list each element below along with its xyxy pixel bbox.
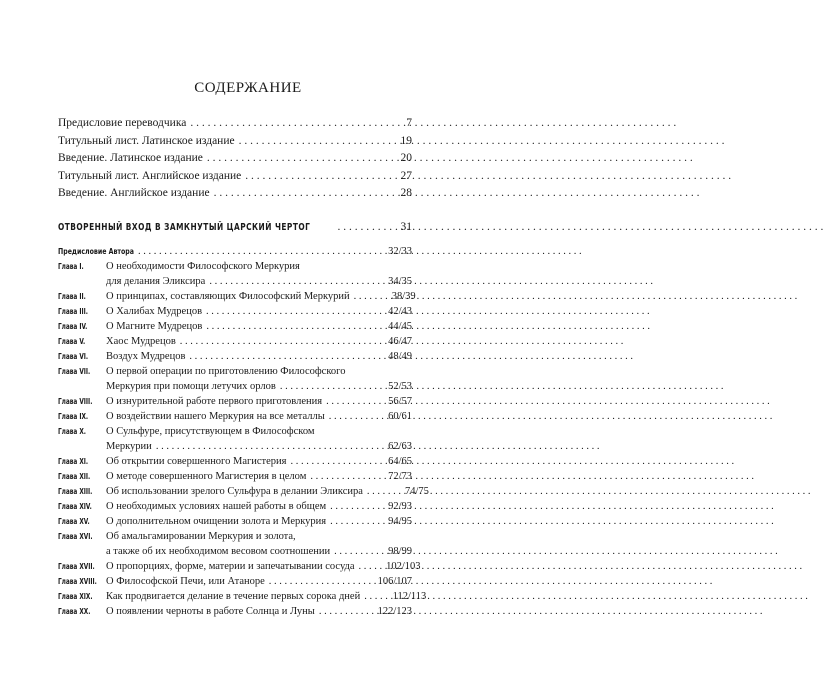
chapter-number: Глава V. — [58, 337, 86, 346]
toc-entry-label: Введение. Латинское издание — [58, 152, 203, 164]
preface-entry — [58, 244, 412, 259]
chapter-page: 60/61 — [388, 411, 412, 422]
toc-entry-page: 28 — [400, 187, 412, 199]
chapter-title-line: О появлении черноты в работе Солнца и Луны — [106, 606, 315, 617]
section-heading — [58, 221, 412, 233]
chapter-page: 106/107 — [377, 576, 412, 587]
chapter-number: Глава II. — [58, 292, 86, 301]
chapter-entry — [58, 454, 412, 469]
chapter-number: Глава VIII. — [58, 397, 93, 406]
chapter-title-line: Меркурия при помощи летучих орлов — [106, 381, 276, 392]
chapter-title-line: Воздух Мудрецов — [106, 351, 186, 362]
toc-entry-page: 20 — [400, 152, 412, 164]
leader-dots — [330, 499, 358, 514]
chapter-number: Глава XX. — [58, 607, 91, 616]
leader-dots — [209, 274, 358, 289]
chapter-number: Глава VI. — [58, 352, 89, 361]
toc-entry — [58, 117, 412, 135]
chapter-entry — [58, 469, 412, 484]
chapter-entry — [58, 499, 412, 514]
front-matter-list — [58, 117, 412, 205]
toc-entry-label: Титульный лист. Латинское издание — [58, 134, 235, 147]
leader-dots — [326, 394, 358, 409]
toc-entry — [58, 135, 412, 153]
chapter-page: 92/93 — [388, 501, 412, 512]
chapter-entry — [58, 289, 416, 304]
leader-dots — [330, 514, 358, 529]
chapter-title-line: О Сульфуре, присутствующем в Философском — [106, 426, 315, 437]
chapter-number: Глава X. — [58, 427, 86, 436]
leader-dots — [319, 604, 358, 619]
chapter-page: 38/39 — [391, 291, 416, 302]
chapter-page: 102/103 — [386, 561, 421, 572]
chapter-page: 42/43 — [388, 306, 412, 317]
chapter-title-line: для делания Эликсира — [106, 276, 206, 287]
chapter-page: 64/65 — [388, 456, 412, 467]
leader-dots — [354, 289, 362, 304]
chapter-list — [58, 244, 429, 619]
chapter-title-line: О дополнительном очищении золота и Меркурия — [106, 516, 327, 527]
leader-dots — [206, 319, 358, 334]
chapter-number: Глава XV. — [58, 517, 90, 526]
chapter-page: 94/95 — [388, 516, 412, 527]
chapter-title-line: Об использовании зрелого Сульфура в делании Эликсира — [106, 486, 363, 497]
chapter-number: Глава XVIII. — [58, 577, 97, 586]
leader-dots — [207, 152, 372, 164]
chapter-title-line: О воздействии нашего Меркурия на все металлы — [106, 411, 325, 422]
leader-dots — [190, 117, 372, 129]
chapter-entry — [58, 364, 412, 394]
chapter-entry — [58, 409, 412, 424]
chapter-title-line: Как продвигается делание в течение первых сорока дней — [106, 591, 361, 602]
chapter-title-line: О изнурительной работе первого приготовления — [106, 396, 323, 407]
chapter-title-line: О принципах, составляющих Философский Меркурий — [106, 291, 350, 302]
chapter-entry — [58, 304, 412, 319]
chapter-title-line: О необходимости Философского Меркурия — [106, 261, 300, 272]
chapter-entry — [58, 334, 412, 349]
chapter-title-line: Об открытии совершенного Магистерия — [106, 456, 287, 467]
chapter-page: 44/45 — [388, 321, 412, 332]
chapter-title-line: Меркурии — [106, 441, 152, 452]
chapter-title-line: О методе совершенного Магистерия в целом — [106, 471, 307, 482]
chapter-number: Глава XI. — [58, 457, 89, 466]
chapter-title-line: О Магните Мудрецов — [106, 321, 203, 332]
chapter-entry — [58, 349, 412, 364]
chapter-page: 34/35 — [388, 276, 412, 287]
leader-dots — [310, 469, 358, 484]
leader-dots — [329, 409, 358, 424]
leader-dots — [280, 379, 358, 394]
chapter-entry — [58, 259, 412, 289]
chapter-number: Глава IX. — [58, 412, 89, 421]
leader-dots — [180, 334, 358, 349]
leader-dots — [189, 349, 358, 364]
toc-entry-label: Титульный лист. Английское издание — [58, 169, 242, 182]
chapter-number: Глава III. — [58, 307, 88, 316]
preface-label: Предисловие Автора — [58, 247, 134, 256]
chapter-page: 122/123 — [377, 606, 412, 617]
leader-dots — [214, 187, 372, 199]
chapter-page: 48/49 — [388, 351, 412, 362]
page-title: СОДЕРЖАНИЕ — [194, 80, 302, 96]
chapter-title-line: О необходимых условиях нашей работы в общем — [106, 501, 327, 512]
chapter-number: Глава XIII. — [58, 487, 93, 496]
chapter-page: 46/47 — [388, 336, 412, 347]
chapter-entry — [58, 589, 427, 604]
leader-dots — [359, 559, 367, 574]
toc-entry-page: 27 — [400, 169, 412, 182]
toc-entry-page: 19 — [400, 134, 412, 147]
leader-dots — [291, 454, 358, 469]
section-page: 31 — [400, 221, 412, 233]
chapter-page: 62/63 — [388, 441, 412, 452]
leader-dots — [206, 304, 358, 319]
chapter-page: 98/99 — [388, 546, 412, 557]
chapter-title-line: О пропорциях, форме, материи и запечатывании сосуда — [106, 561, 355, 572]
leader-dots — [337, 221, 372, 233]
chapter-title-line: О Халибах Мудрецов — [106, 306, 203, 317]
chapter-entry — [58, 604, 412, 619]
section-title: ОТВОРЕННЫЙ ВХОД В ЗАМКНУТЫЙ ЦАРСКИЙ ЧЕРТОГ — [58, 222, 311, 233]
toc-entry — [58, 187, 412, 205]
leader-dots — [245, 170, 372, 182]
leader-dots — [364, 589, 372, 604]
chapter-title-line: а также об их необходимом весовом соотношении — [106, 546, 331, 557]
chapter-number: Глава XIX. — [58, 592, 93, 601]
leader-dots — [334, 544, 358, 559]
chapter-number: Глава XVI. — [58, 532, 93, 541]
chapter-title-line: О Философской Печи, или Атаноре — [106, 576, 265, 587]
chapter-entry — [58, 559, 421, 574]
chapter-entry — [58, 514, 412, 529]
chapter-title-line: Хаос Мудрецов — [106, 336, 176, 347]
chapter-entry — [58, 319, 412, 334]
leader-dots — [269, 574, 358, 589]
leader-dots — [239, 135, 372, 147]
chapter-number: Глава XII. — [58, 472, 91, 481]
chapter-page: 52/53 — [388, 381, 412, 392]
leader-dots — [138, 244, 358, 259]
chapter-title-line: Об амальгамировании Меркурия и золота, — [106, 531, 296, 542]
leader-dots — [367, 484, 375, 499]
toc-entry — [58, 152, 412, 170]
toc-entry — [58, 170, 412, 188]
chapter-title-line: О первой операции по приготовлению Философского — [106, 366, 346, 377]
chapter-number: Глава XVII. — [58, 562, 95, 571]
toc-entry-page: 7 — [406, 117, 412, 129]
chapter-page: 56/57 — [388, 396, 412, 407]
chapter-number: Глава VII. — [58, 367, 91, 376]
chapter-entry — [58, 529, 412, 559]
chapter-number: Глава IV. — [58, 322, 88, 331]
chapter-entry — [58, 484, 429, 499]
chapter-entry — [58, 574, 412, 589]
chapter-page: 72/73 — [388, 471, 412, 482]
leader-dots — [156, 439, 358, 454]
chapter-page: 74/75 — [404, 486, 429, 497]
toc-entry-label: Предисловие переводчика — [58, 117, 187, 129]
toc-entry-label: Введение. Английское издание — [58, 187, 210, 199]
chapter-entry — [58, 394, 412, 409]
preface-page: 32/33 — [388, 246, 412, 257]
chapter-page: 112/113 — [392, 591, 427, 602]
chapter-entry — [58, 424, 412, 454]
chapter-number: Глава XIV. — [58, 502, 92, 511]
chapter-number: Глава I. — [58, 262, 84, 271]
